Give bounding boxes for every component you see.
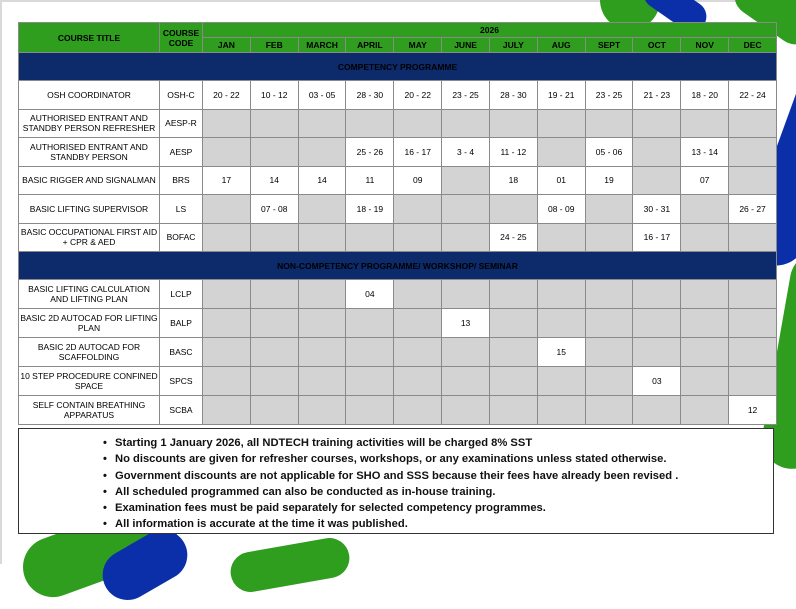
schedule-empty-cell <box>681 396 729 425</box>
schedule-empty-cell <box>585 309 633 338</box>
schedule-empty-cell <box>681 280 729 309</box>
course-code: LCLP <box>160 280 203 309</box>
schedule-empty-cell <box>681 309 729 338</box>
schedule-date-cell: 3 - 4 <box>442 138 490 167</box>
note-item <box>103 435 773 451</box>
schedule-empty-cell <box>585 223 633 252</box>
bullet-icon: • <box>103 518 107 531</box>
bullet-icon: • <box>103 485 107 498</box>
course-row <box>19 109 777 138</box>
training-schedule-table <box>18 22 777 425</box>
course-title: BASIC OCCUPATIONAL FIRST AID + CPR & AED <box>19 223 160 252</box>
schedule-empty-cell <box>585 338 633 367</box>
schedule-empty-cell <box>729 367 777 396</box>
schedule-empty-cell <box>585 195 633 224</box>
schedule-date-cell: 21 - 23 <box>633 81 681 110</box>
course-title: BASIC LIFTING SUPERVISOR <box>19 195 160 224</box>
schedule-empty-cell <box>250 396 298 425</box>
schedule-empty-cell <box>489 338 537 367</box>
schedule-date-cell: 25 - 26 <box>346 138 394 167</box>
schedule-date-cell: 16 - 17 <box>394 138 442 167</box>
month-header: APRIL <box>346 38 394 53</box>
schedule-date-cell: 03 <box>633 367 681 396</box>
schedule-empty-cell <box>681 195 729 224</box>
schedule-empty-cell <box>298 195 346 224</box>
schedule-empty-cell <box>394 338 442 367</box>
schedule-empty-cell <box>729 138 777 167</box>
course-title: SELF CONTAIN BREATHING APPARATUS <box>19 396 160 425</box>
schedule-empty-cell <box>681 338 729 367</box>
course-title: 10 STEP PROCEDURE CONFINED SPACE <box>19 367 160 396</box>
section-header: NON-COMPETENCY PROGRAMME/ WORKSHOP/ SEMINAR <box>19 252 777 280</box>
course-code: BALP <box>160 309 203 338</box>
schedule-empty-cell <box>489 195 537 224</box>
course-code: BRS <box>160 166 203 195</box>
note-text: Examination fees must be paid separately for selected competency programmes. <box>115 502 546 515</box>
schedule-empty-cell <box>250 280 298 309</box>
schedule-empty-cell <box>203 338 251 367</box>
schedule-date-cell: 20 - 22 <box>394 81 442 110</box>
schedule-date-cell: 18 - 19 <box>346 195 394 224</box>
schedule-empty-cell <box>729 280 777 309</box>
course-row <box>19 195 777 224</box>
schedule-date-cell: 23 - 25 <box>442 81 490 110</box>
schedule-date-cell: 18 - 20 <box>681 81 729 110</box>
schedule-empty-cell <box>489 396 537 425</box>
schedule-empty-cell <box>585 396 633 425</box>
schedule-empty-cell <box>729 109 777 138</box>
schedule-empty-cell <box>442 223 490 252</box>
schedule-empty-cell <box>633 280 681 309</box>
schedule-date-cell: 19 - 21 <box>537 81 585 110</box>
schedule-empty-cell <box>203 109 251 138</box>
schedule-empty-cell <box>298 138 346 167</box>
schedule-empty-cell <box>729 338 777 367</box>
course-title: AUTHORISED ENTRANT AND STANDBY PERSON <box>19 138 160 167</box>
schedule-empty-cell <box>394 109 442 138</box>
schedule-empty-cell <box>633 109 681 138</box>
schedule-empty-cell <box>442 280 490 309</box>
schedule-empty-cell <box>633 138 681 167</box>
schedule-date-cell: 18 <box>489 166 537 195</box>
schedule-date-cell: 03 - 05 <box>298 81 346 110</box>
month-header: AUG <box>537 38 585 53</box>
schedule-empty-cell <box>681 223 729 252</box>
section-header: COMPETENCY PROGRAMME <box>19 53 777 81</box>
schedule-empty-cell <box>489 309 537 338</box>
schedule-date-cell: 22 - 24 <box>729 81 777 110</box>
note-item <box>103 500 773 516</box>
schedule-empty-cell <box>442 166 490 195</box>
schedule-empty-cell <box>442 109 490 138</box>
schedule-empty-cell <box>346 338 394 367</box>
schedule-body <box>19 53 777 425</box>
month-header: NOV <box>681 38 729 53</box>
schedule-empty-cell <box>250 367 298 396</box>
note-item <box>103 484 773 500</box>
schedule-empty-cell <box>394 367 442 396</box>
schedule-empty-cell <box>203 396 251 425</box>
schedule-empty-cell <box>298 223 346 252</box>
schedule-empty-cell <box>537 223 585 252</box>
note-item <box>103 451 773 467</box>
schedule-empty-cell <box>729 166 777 195</box>
note-text: All scheduled programmed can also be conducted as in-house training. <box>115 485 496 498</box>
schedule-empty-cell <box>442 338 490 367</box>
schedule-empty-cell <box>346 223 394 252</box>
schedule-date-cell: 24 - 25 <box>489 223 537 252</box>
schedule-empty-cell <box>537 109 585 138</box>
schedule-date-cell: 08 - 09 <box>537 195 585 224</box>
schedule-date-cell: 26 - 27 <box>729 195 777 224</box>
schedule-empty-cell <box>298 396 346 425</box>
course-code: AESP <box>160 138 203 167</box>
schedule-empty-cell <box>489 367 537 396</box>
bullet-icon: • <box>103 502 107 515</box>
schedule-empty-cell <box>298 367 346 396</box>
schedule-date-cell: 15 <box>537 338 585 367</box>
month-header: JULY <box>489 38 537 53</box>
course-title: BASIC 2D AUTOCAD FOR LIFTING PLAN <box>19 309 160 338</box>
schedule-empty-cell <box>250 109 298 138</box>
month-header: FEB <box>250 38 298 53</box>
schedule-date-cell: 04 <box>346 280 394 309</box>
schedule-empty-cell <box>633 396 681 425</box>
month-header: MARCH <box>298 38 346 53</box>
schedule-date-cell: 20 - 22 <box>203 81 251 110</box>
schedule-empty-cell <box>203 280 251 309</box>
note-text: Starting 1 January 2026, all NDTECH training activities will be charged 8% SST <box>115 437 533 449</box>
schedule-empty-cell <box>298 309 346 338</box>
course-code: OSH-C <box>160 81 203 110</box>
schedule-empty-cell <box>250 309 298 338</box>
bullet-icon: • <box>103 453 107 466</box>
schedule-empty-cell <box>203 223 251 252</box>
schedule-empty-cell <box>537 396 585 425</box>
schedule-empty-cell <box>442 396 490 425</box>
schedule-empty-cell <box>346 396 394 425</box>
course-code: SPCS <box>160 367 203 396</box>
note-item <box>103 516 773 532</box>
month-header: JUNE <box>442 38 490 53</box>
course-row <box>19 138 777 167</box>
schedule-date-cell: 05 - 06 <box>585 138 633 167</box>
schedule-empty-cell <box>346 109 394 138</box>
schedule-empty-cell <box>298 109 346 138</box>
course-code: LS <box>160 195 203 224</box>
schedule-empty-cell <box>681 109 729 138</box>
schedule-date-cell: 01 <box>537 166 585 195</box>
note-text: Government discounts are not applicable for SHO and SSS because their fees have already been revised . <box>115 469 679 482</box>
schedule-empty-cell <box>298 280 346 309</box>
schedule-date-cell: 14 <box>298 166 346 195</box>
schedule-empty-cell <box>537 280 585 309</box>
schedule-empty-cell <box>729 223 777 252</box>
schedule-empty-cell <box>250 223 298 252</box>
schedule-empty-cell <box>489 109 537 138</box>
course-row <box>19 367 777 396</box>
month-header: SEPT <box>585 38 633 53</box>
course-row <box>19 166 777 195</box>
course-row <box>19 309 777 338</box>
schedule-empty-cell <box>633 309 681 338</box>
note-text: All information is accurate at the time it was published. <box>115 518 408 531</box>
schedule-date-cell: 07 <box>681 166 729 195</box>
schedule-empty-cell <box>585 367 633 396</box>
course-code: SCBA <box>160 396 203 425</box>
course-title: BASIC RIGGER AND SIGNALMAN <box>19 166 160 195</box>
bullet-icon: • <box>103 469 107 482</box>
schedule-empty-cell <box>346 367 394 396</box>
schedule-empty-cell <box>489 280 537 309</box>
schedule-empty-cell <box>394 223 442 252</box>
course-code: AESP-R <box>160 109 203 138</box>
schedule-empty-cell <box>537 367 585 396</box>
month-header: MAY <box>394 38 442 53</box>
schedule-date-cell: 23 - 25 <box>585 81 633 110</box>
schedule-date-cell: 11 <box>346 166 394 195</box>
header-course-code: COURSE CODE <box>160 23 203 53</box>
schedule-empty-cell <box>203 309 251 338</box>
schedule-date-cell: 13 - 14 <box>681 138 729 167</box>
course-title: AUTHORISED ENTRANT AND STANDBY PERSON REFRESHER <box>19 109 160 138</box>
schedule-date-cell: 16 - 17 <box>633 223 681 252</box>
schedule-empty-cell <box>442 195 490 224</box>
note-text: No discounts are given for refresher courses, workshops, or any examinations unless stated otherwise. <box>115 453 667 466</box>
schedule-empty-cell <box>394 309 442 338</box>
bullet-icon: • <box>103 437 107 449</box>
schedule-empty-cell <box>442 367 490 396</box>
schedule-date-cell: 13 <box>442 309 490 338</box>
note-item <box>103 468 773 484</box>
course-title: BASIC LIFTING CALCULATION AND LIFTING PLAN <box>19 280 160 309</box>
schedule-empty-cell <box>633 338 681 367</box>
header-year: 2026 <box>203 23 777 38</box>
page-border-left <box>0 0 2 564</box>
schedule-empty-cell <box>394 280 442 309</box>
schedule-empty-cell <box>585 109 633 138</box>
course-row <box>19 338 777 367</box>
month-header: DEC <box>729 38 777 53</box>
course-title: OSH COORDINATOR <box>19 81 160 110</box>
schedule-date-cell: 17 <box>203 166 251 195</box>
course-row <box>19 396 777 425</box>
schedule-date-cell: 09 <box>394 166 442 195</box>
schedule-date-cell: 28 - 30 <box>346 81 394 110</box>
schedule-date-cell: 28 - 30 <box>489 81 537 110</box>
schedule-empty-cell <box>537 309 585 338</box>
schedule-empty-cell <box>729 309 777 338</box>
schedule-date-cell: 30 - 31 <box>633 195 681 224</box>
schedule-date-cell: 14 <box>250 166 298 195</box>
notes-list <box>19 435 773 533</box>
schedule-empty-cell <box>394 396 442 425</box>
course-code: BASC <box>160 338 203 367</box>
schedule-empty-cell <box>203 195 251 224</box>
course-code: BOFAC <box>160 223 203 252</box>
schedule-empty-cell <box>537 138 585 167</box>
schedule-date-cell: 19 <box>585 166 633 195</box>
schedule-empty-cell <box>203 138 251 167</box>
course-title: BASIC 2D AUTOCAD FOR SCAFFOLDING <box>19 338 160 367</box>
schedule-empty-cell <box>394 195 442 224</box>
schedule-empty-cell <box>681 367 729 396</box>
decor-shape <box>227 535 352 595</box>
schedule-date-cell: 11 - 12 <box>489 138 537 167</box>
schedule-empty-cell <box>633 166 681 195</box>
month-header: OCT <box>633 38 681 53</box>
course-row <box>19 81 777 110</box>
course-row <box>19 223 777 252</box>
schedule-empty-cell <box>203 367 251 396</box>
schedule-empty-cell <box>298 338 346 367</box>
schedule-empty-cell <box>585 280 633 309</box>
schedule-date-cell: 12 <box>729 396 777 425</box>
header-course-title: COURSE TITLE <box>19 23 160 53</box>
month-header: JAN <box>203 38 251 53</box>
notes-box <box>18 428 774 534</box>
schedule-date-cell: 10 - 12 <box>250 81 298 110</box>
course-row <box>19 280 777 309</box>
schedule-date-cell: 07 - 08 <box>250 195 298 224</box>
schedule-empty-cell <box>250 138 298 167</box>
schedule-empty-cell <box>346 309 394 338</box>
schedule-empty-cell <box>250 338 298 367</box>
